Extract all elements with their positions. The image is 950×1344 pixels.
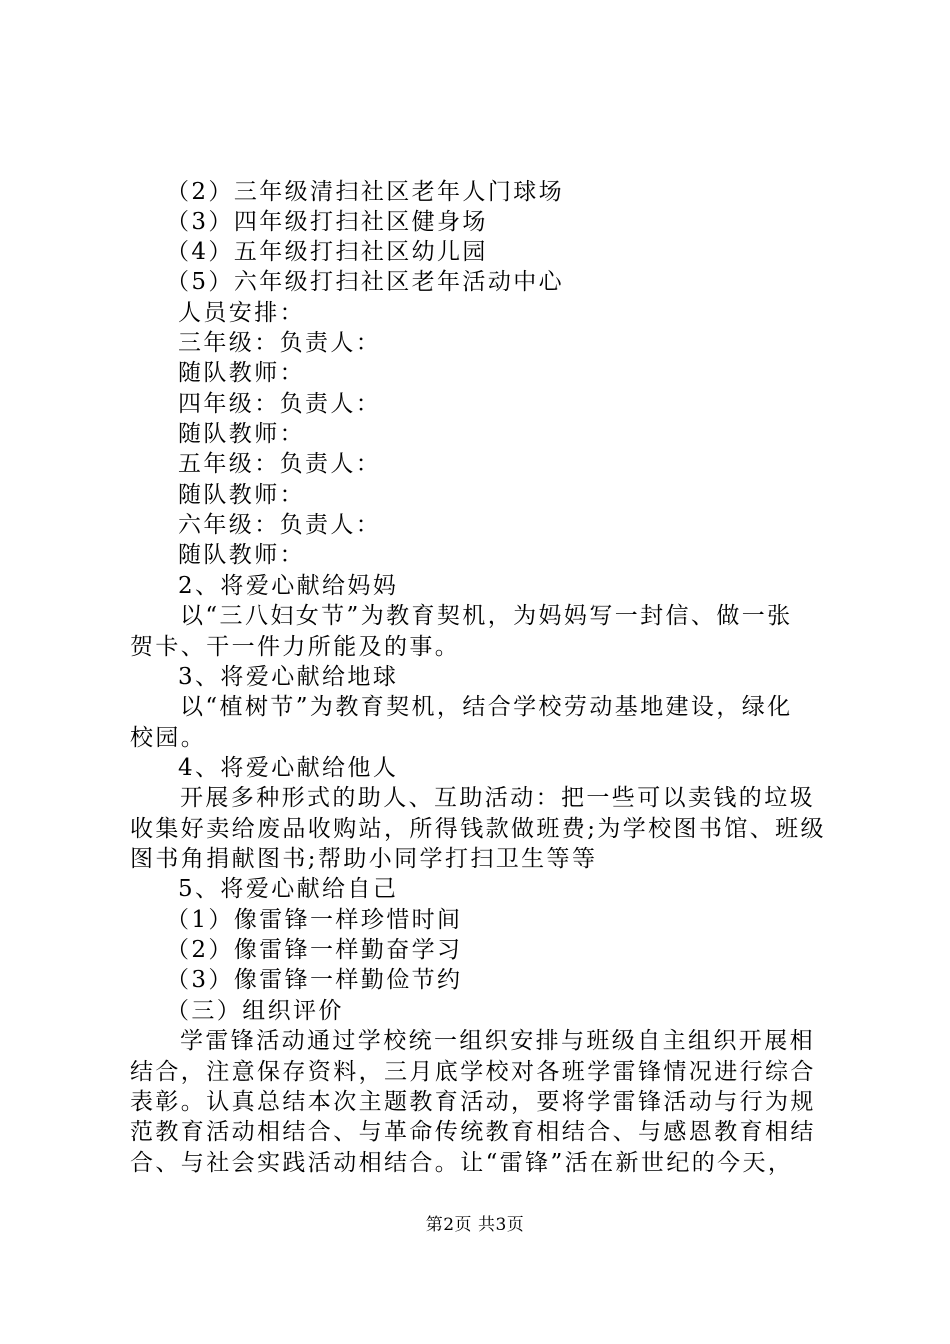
text-line: 学雷锋活动通过学校统一组织安排与班级自主组织开展相 [180,1028,815,1054]
text-line: （3）像雷锋一样勤俭节约 [166,967,463,993]
heading-line: 3、将爱心献给地球 [178,664,399,690]
text-line: 随队教师： [178,360,305,386]
text-line: 图书角捐献图书;帮助小同学打扫卫生等等 [130,846,598,872]
text-line: 结合，注意保存资料，三月底学校对各班学雷锋情况进行综合 [130,1059,816,1085]
text-line: 人员安排： [178,300,305,326]
page-number-footer: 第2页 共3页 [425,1215,525,1235]
text-line: 三年级：负责人： [178,330,382,356]
text-line: 以“植树节”为教育契机，结合学校劳动基地建设，绿化 [180,694,793,720]
text-line: 六年级：负责人： [178,512,382,538]
text-line: （2）三年级清扫社区老年人门球场 [166,179,565,205]
text-line: 收集好卖给废品收购站，所得钱款做班费;为学校图书馆、班级 [130,816,826,842]
text-line: 范教育活动相结合、与革命传统教育相结合、与感恩教育相结 [130,1119,816,1145]
text-line: （2）像雷锋一样勤奋学习 [166,937,463,963]
text-line: 四年级：负责人： [178,391,382,417]
text-line: 五年级：负责人： [178,451,382,477]
heading-line: 2、将爱心献给妈妈 [178,573,399,599]
text-line: 合、与社会实践活动相结合。让“雷锋”活在新世纪的今天， [130,1150,794,1176]
text-line: 随队教师： [178,421,305,447]
text-line: 开展多种形式的助人、互助活动：把一些可以卖钱的垃圾 [180,785,815,811]
text-line: 校园。 [130,725,207,751]
text-line: 贺卡、干一件力所能及的事。 [130,634,461,660]
heading-line: （三）组织评价 [166,998,344,1024]
text-line: （5）六年级打扫社区老年活动中心 [166,269,565,295]
heading-line: 4、将爱心献给他人 [178,755,399,781]
heading-line: 5、将爱心献给自己 [178,876,399,902]
text-line: 表彰。认真总结本次主题教育活动，要将学雷锋活动与行为规 [130,1089,816,1115]
text-line: 随队教师： [178,542,305,568]
text-line: （4）五年级打扫社区幼儿园 [166,239,488,265]
text-line: 以“三八妇女节”为教育契机，为妈妈写一封信、做一张 [180,603,793,629]
text-line: （1）像雷锋一样珍惜时间 [166,907,463,933]
text-line: （3）四年级打扫社区健身场 [166,209,488,235]
text-line: 随队教师： [178,482,305,508]
